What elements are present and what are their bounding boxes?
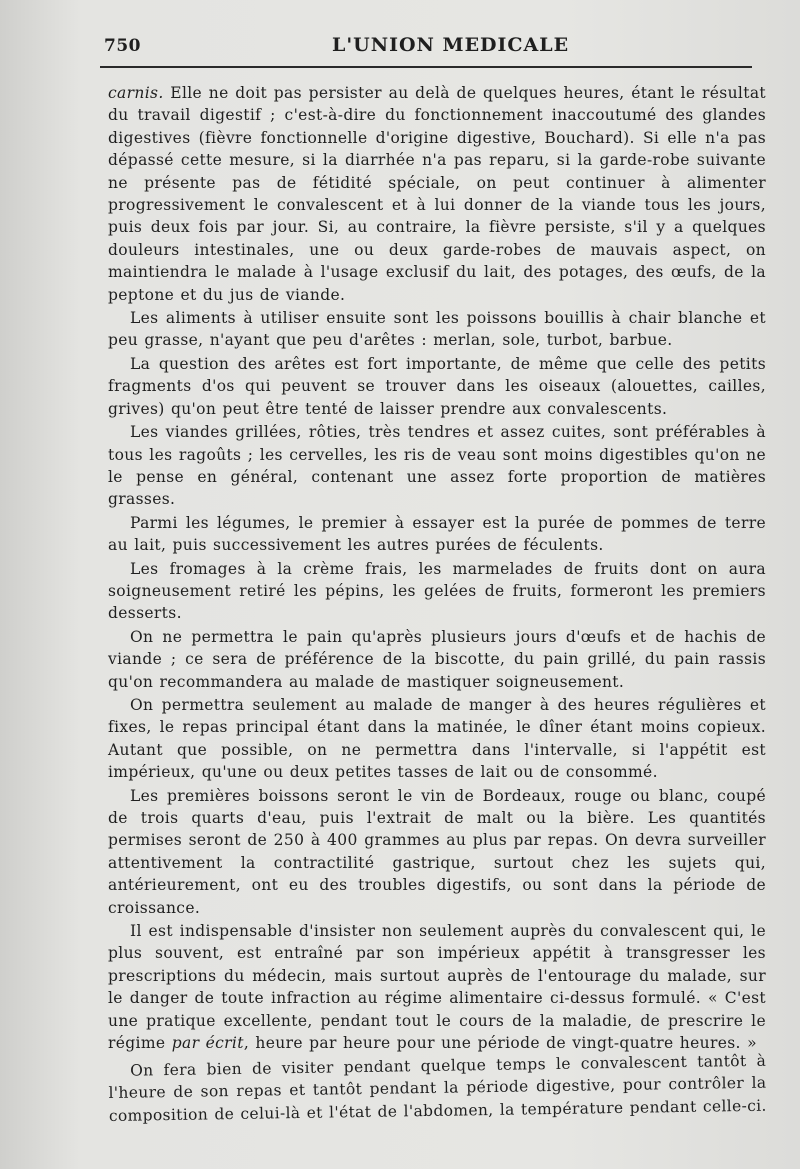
paragraph <box>108 82 766 306</box>
page-body <box>108 82 766 1128</box>
paragraph-text: Elle ne doit pas persister au delà de quelques heures, étant le résultat du travail digestif ; c'est-à-dire du fonctionnement inaccoutumé des glandes digestives (fièvre fonctionnelle d'origine digestive, Bouchard). Si elle n'a pas dépassé cette mesure, si la diarrhée n'a pas reparu, si la garde-robe suivante ne présente pas de fétidité spéciale, on peut continuer à alimenter progressivement le convalescent et à lui donner de la viande tous les jours, puis deux fois par jour. Si, au contraire, la fièvre persiste, s'il y a quelques douleurs intestinales, une ou deux garde-robes de mauvais aspect, on maintiendra le malade à l'usage exclusif du lait, des potages, des œufs, de la peptone et du jus de viande. <box>108 84 766 304</box>
paragraph-text: On permettra seulement au malade de manger à des heures régulières et fixes, le repas principal étant dans la matinée, le dîner étant moins copieux. Autant que possible, on ne permettra dans l'intervalle, si l'appétit est impérieux, qu'une ou deux petites tasses de lait ou de consommé. <box>108 695 766 782</box>
paragraph-text: Les premières boissons seront le vin de Bordeaux, rouge ou blanc, coupé de trois quarts d'eau, puis l'extrait de malt ou la bière. Les quantités permises seront de 250 à 400 grammes au plus par repas. On devra surveiller attentivement la contractilité gastrique, surtout chez les sujets qui, antérieurement, ont eu des troubles digestifs, ou sont dans la période de croissance. <box>108 786 766 917</box>
page-header <box>100 30 752 64</box>
paragraph-text: Les fromages à la crème frais, les marmelades de fruits dont on aura soigneusement retiré les pépins, les gelées de fruits, formeront les premiers desserts. <box>108 559 766 623</box>
page-number: 750 <box>104 36 141 56</box>
paragraph-text: Les aliments à utiliser ensuite sont les poissons bouillis à chair blanche et peu grasse, n'ayant que peu d'arêtes : merlan, sole, turbot, barbue. <box>108 309 766 350</box>
paragraph <box>108 512 766 557</box>
paragraph-text: Les viandes grillées, rôties, très tendres et assez cuites, sont préférables à tous les ragoûts ; les cervelles, les ris de veau sont moins digestibles qu'on ne le pense en général, contenant une assez forte proportion de matières grasses. <box>108 423 766 509</box>
paragraph <box>108 353 766 420</box>
paragraph-text: Parmi les légumes, le premier à essayer est la purée de pommes de terre au lait, puis successivement les autres purées de féculents. <box>108 513 766 555</box>
paragraph <box>108 920 766 1054</box>
header-rule <box>100 66 752 68</box>
paragraph <box>108 421 766 511</box>
paragraph-text: On ne permettra le pain qu'après plusieurs jours d'œufs et de hachis de viande ; ce sera de préférence de la biscotte, du pain grillé, du pain rassis qu'on recommandera au malade de mastiquer soigneusement. <box>108 627 766 691</box>
paragraph-text: Il est indispensable d'insister non seulement auprès du convalescent qui, le plus souvent, est entraîné par son impérieux appétit à transgresser les prescriptions du médecin, mais surtout auprès de l'entourage du malade, sur le danger de toute infraction au régime alimentaire ci-dessus formulé. « C'est une pratique excellente, pendant tout le cours de la maladie, de prescrire le régime <box>108 922 766 1053</box>
paragraph-italic: par écrit <box>171 1034 244 1053</box>
running-title: L'UNION MEDICALE <box>332 34 570 56</box>
paragraph <box>108 307 766 352</box>
paragraph <box>108 694 766 784</box>
paragraph-text: , heure par heure pour une période de vingt-quatre heures. » <box>243 1034 757 1053</box>
paragraph-italic: carnis. <box>108 84 164 102</box>
paragraph <box>108 626 766 693</box>
paragraph <box>108 785 766 919</box>
paragraph <box>108 558 766 625</box>
paragraph <box>108 1050 767 1128</box>
paragraph-text: On fera bien de visiter pendant quelque temps le convalescent tantôt à l'heure de son repas et tantôt pendant la période digestive, pour contrôler la composition de celui-là et l'état de l'abdomen, la température pendant celle-ci. <box>108 1052 767 1126</box>
paragraph-text: La question des arêtes est fort importante, de même que celle des petits fragments d'os qui peuvent se trouver dans les oiseaux (alouettes, cailles, grives) qu'on peut être tenté de laisser prendre aux convalescents. <box>108 354 766 418</box>
